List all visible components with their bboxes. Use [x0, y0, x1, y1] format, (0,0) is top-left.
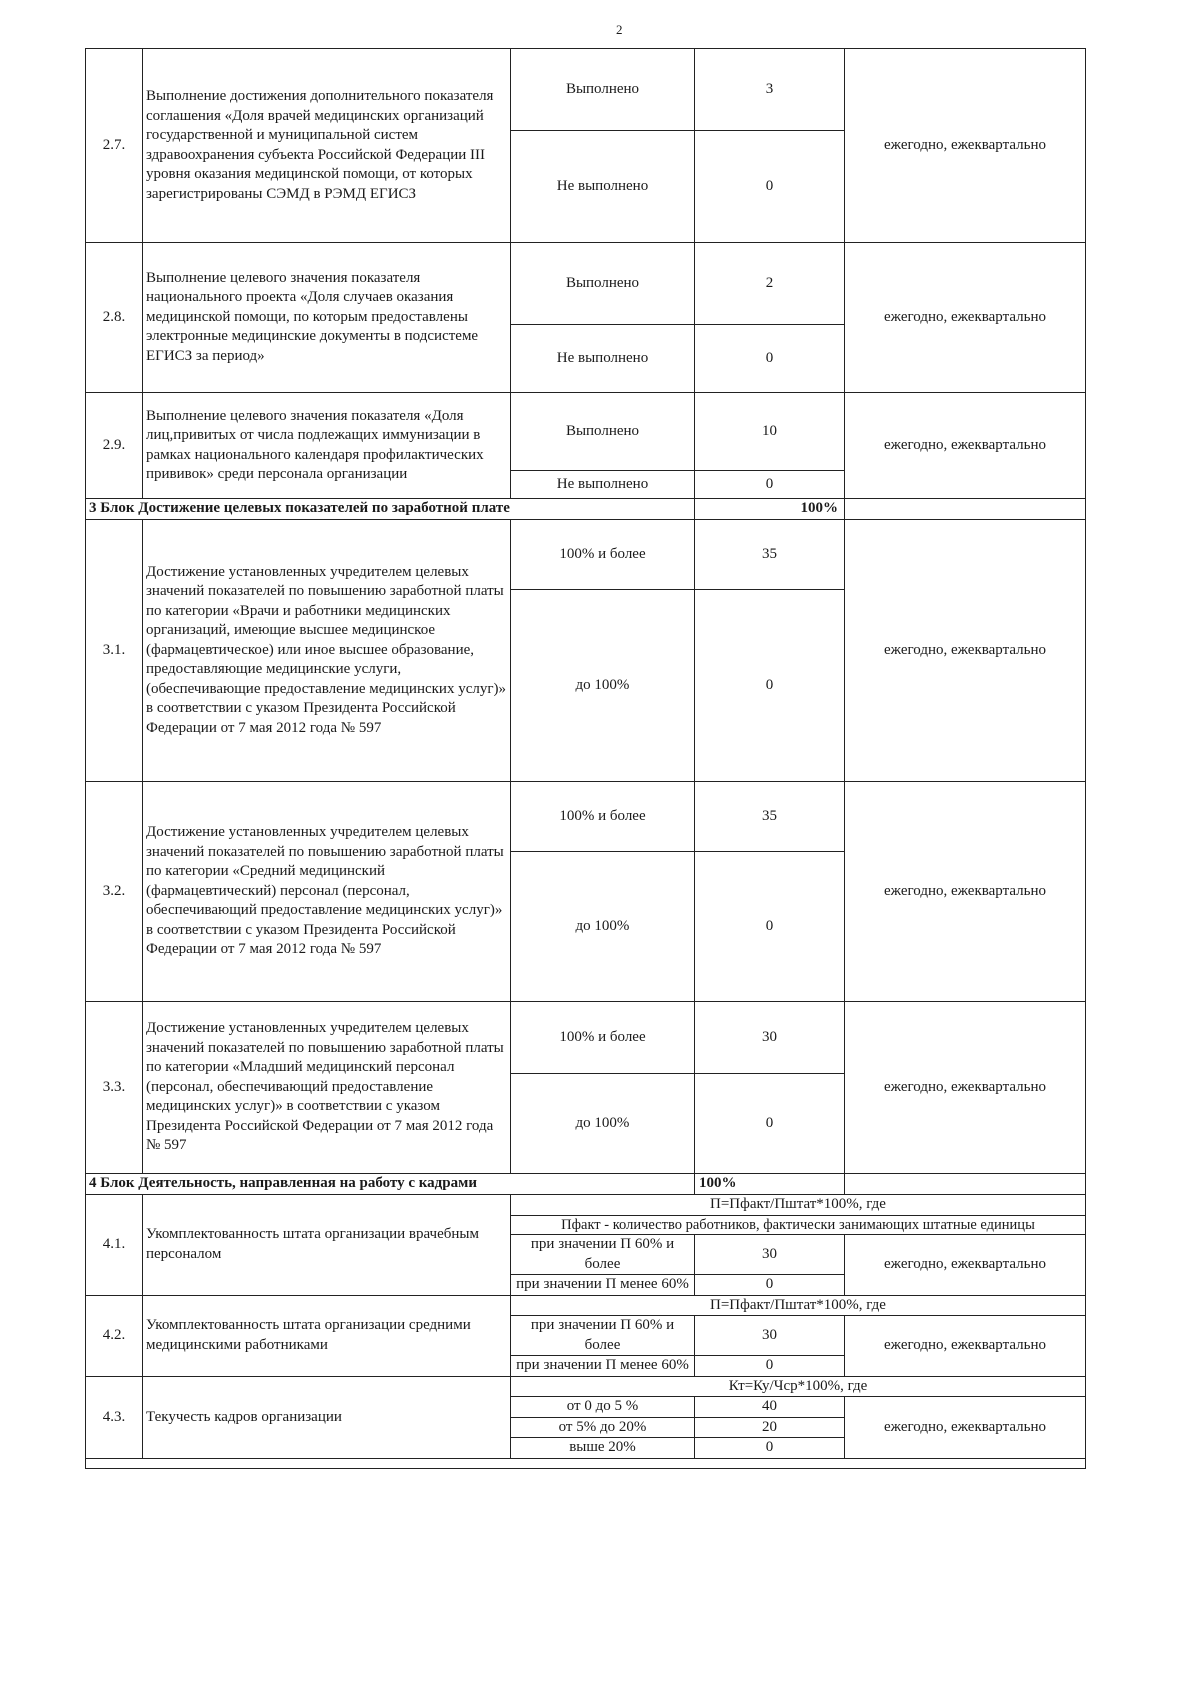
- criterion-cell: при значении П менее 60%: [511, 1275, 695, 1296]
- score-cell: 30: [695, 1002, 845, 1074]
- periodicity-cell: ежегодно, ежеквартально: [845, 49, 1086, 243]
- row-number: 4.1.: [86, 1195, 143, 1296]
- row-number: 2.8.: [86, 243, 143, 393]
- periodicity-cell: ежегодно, ежеквартально: [845, 243, 1086, 393]
- empty-row-cell: [86, 1458, 1086, 1468]
- criterion-cell: выше 20%: [511, 1438, 695, 1459]
- table-row: [86, 49, 1086, 131]
- score-cell: 20: [695, 1417, 845, 1438]
- periodicity-cell: ежегодно, ежеквартально: [845, 520, 1086, 782]
- periodicity-cell: ежегодно, ежеквартально: [845, 1235, 1086, 1296]
- score-cell: 0: [695, 1356, 845, 1377]
- table-row: [86, 1376, 1086, 1397]
- periodicity-cell: ежегодно, ежеквартально: [845, 393, 1086, 499]
- criterion-cell: при значении П 60% и более: [511, 1235, 695, 1275]
- indicator-description: Достижение установленных учредителем целевых значений показателей по повышению заработной платы по категории «Средний медицинский (фармацевтический) персонал (персонал, обеспечивающий предоставление медицинских услуг)» в соответствии с указом Президента Российской Федерации от 7 мая 2012 года № 597: [143, 782, 511, 1002]
- score-cell: 0: [695, 1074, 845, 1174]
- page-number: 2: [616, 22, 623, 37]
- criterion-cell: 100% и более: [511, 520, 695, 590]
- criterion-cell: Не выполнено: [511, 325, 695, 393]
- criterion-cell: Выполнено: [511, 49, 695, 131]
- block-empty-cell: [845, 1174, 1086, 1195]
- criterion-cell: при значении П 60% и более: [511, 1316, 695, 1356]
- score-cell: 2: [695, 243, 845, 325]
- periodicity-cell: ежегодно, ежеквартально: [845, 782, 1086, 1002]
- block-title: 3 Блок Достижение целевых показателей по заработной плате: [86, 499, 695, 520]
- criterion-cell: до 100%: [511, 590, 695, 782]
- indicator-description: Укомплектованность штата организации врачебным персоналом: [143, 1195, 511, 1296]
- periodicity-cell: ежегодно, ежеквартально: [845, 1002, 1086, 1174]
- score-cell: 0: [695, 1275, 845, 1296]
- score-cell: 0: [695, 325, 845, 393]
- table-row: [86, 1295, 1086, 1316]
- row-number: 4.3.: [86, 1376, 143, 1458]
- formula-cell: П=Пфакт/Пштат*100%, где: [511, 1295, 1086, 1316]
- block-title: 4 Блок Деятельность, направленная на работу с кадрами: [86, 1174, 695, 1195]
- row-number: 2.7.: [86, 49, 143, 243]
- criterion-cell: от 5% до 20%: [511, 1417, 695, 1438]
- row-number: 3.1.: [86, 520, 143, 782]
- table-row: [86, 1195, 1086, 1216]
- block-header-row: [86, 499, 1086, 520]
- table-row: [86, 1458, 1086, 1468]
- score-cell: 35: [695, 520, 845, 590]
- row-number: 3.2.: [86, 782, 143, 1002]
- score-cell: 0: [695, 852, 845, 1002]
- indicator-description: Выполнение целевого значения показателя национального проекта «Доля случаев оказания медицинской помощи, по которым предоставлены электронные медицинские документы в подсистеме ЕГИСЗ за период»: [143, 243, 511, 393]
- indicators-table: [85, 48, 1086, 1469]
- table-row: [86, 393, 1086, 471]
- criterion-cell: до 100%: [511, 852, 695, 1002]
- table-row: [86, 520, 1086, 590]
- score-cell: 40: [695, 1397, 845, 1418]
- row-number: 4.2.: [86, 1295, 143, 1376]
- score-cell: 10: [695, 393, 845, 471]
- block-percent: 100%: [695, 1174, 845, 1195]
- score-cell: 35: [695, 782, 845, 852]
- indicator-description: Выполнение целевого значения показателя «Доля лиц,привитых от числа подлежащих иммунизации в рамках национального календаря профилактических прививок» среди персонала организации: [143, 393, 511, 499]
- score-cell: 30: [695, 1235, 845, 1275]
- indicator-description: Укомплектованность штата организации средними медицинскими работниками: [143, 1295, 511, 1376]
- score-cell: 0: [695, 1438, 845, 1459]
- criterion-cell: 100% и более: [511, 782, 695, 852]
- table-row: [86, 782, 1086, 852]
- score-cell: 3: [695, 49, 845, 131]
- score-cell: 0: [695, 471, 845, 499]
- block-percent: 100%: [695, 499, 845, 520]
- criterion-cell: 100% и более: [511, 1002, 695, 1074]
- periodicity-cell: ежегодно, ежеквартально: [845, 1397, 1086, 1459]
- block-empty-cell: [845, 499, 1086, 520]
- formula-note: Пфакт - количество работников, фактически занимающих штатные единицы: [511, 1215, 1086, 1235]
- score-cell: 0: [695, 131, 845, 243]
- criterion-cell: от 0 до 5 %: [511, 1397, 695, 1418]
- row-number: 3.3.: [86, 1002, 143, 1174]
- criterion-cell: до 100%: [511, 1074, 695, 1174]
- criterion-cell: Выполнено: [511, 243, 695, 325]
- table-row: [86, 1002, 1086, 1074]
- formula-cell: Кт=Ку/Чср*100%, где: [511, 1376, 1086, 1397]
- indicator-description: Достижение установленных учредителем целевых значений показателей по повышению заработной платы по категории «Врачи и работники медицинских организаций, имеющие высшее медицинское (фармацевтическое) или иное высшее образование, предоставляющие медицинские услуги, (обеспечивающие предоставление медицинских услуг)» в соответствии с указом Президента Российской Федерации от 7 мая 2012 года № 597: [143, 520, 511, 782]
- criterion-cell: Не выполнено: [511, 471, 695, 499]
- criterion-cell: Выполнено: [511, 393, 695, 471]
- row-number: 2.9.: [86, 393, 143, 499]
- indicator-description: Выполнение достижения дополнительного показателя соглашения «Доля врачей медицинских организаций государственной и муниципальной систем здравоохранения субъекта Российской Федерации III уровня оказания медицинской помощи, от которых зарегистрированы СЭМД в РЭМД ЕГИСЗ: [143, 49, 511, 243]
- periodicity-cell: ежегодно, ежеквартально: [845, 1316, 1086, 1377]
- indicator-description: Достижение установленных учредителем целевых значений показателей по повышению заработной платы по категории «Младший медицинский персонал (персонал, обеспечивающий предоставление медицинских услуг)» в соответствии с указом Президента Российской Федерации от 7 мая 2012 года № 597: [143, 1002, 511, 1174]
- score-cell: 30: [695, 1316, 845, 1356]
- indicator-description: Текучесть кадров организации: [143, 1376, 511, 1458]
- table-row: [86, 243, 1086, 325]
- criterion-cell: Не выполнено: [511, 131, 695, 243]
- criterion-cell: при значении П менее 60%: [511, 1356, 695, 1377]
- block-header-row: [86, 1174, 1086, 1195]
- score-cell: 0: [695, 590, 845, 782]
- formula-cell: П=Пфакт/Пштат*100%, где: [511, 1195, 1086, 1216]
